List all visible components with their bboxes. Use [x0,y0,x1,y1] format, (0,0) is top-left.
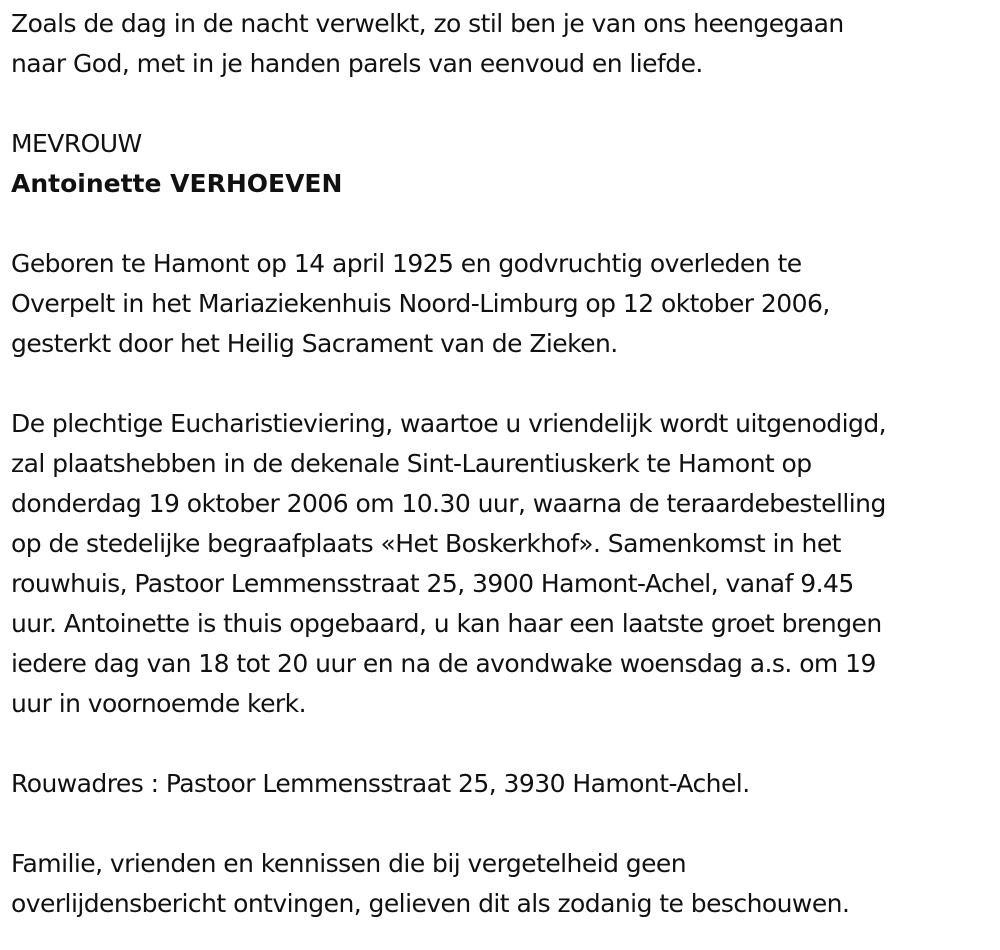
salutation: MEVROUW [11,129,142,158]
spacer [11,804,996,844]
ceremony-paragraph [11,404,996,724]
mourning-address: Rouwadres : Pastoor Lemmensstraat 25, 3930 Hamont-Achel. [11,769,750,798]
birth-death-paragraph [11,244,996,364]
notice-line: Familie, vrienden en kennissen die bij vergetelheid geen [11,849,687,878]
ceremony-line: zal plaatshebben in de dekenale Sint-Laurentiuskerk te Hamont op [11,449,812,478]
spacer [11,724,996,764]
birth-death-line: Overpelt in het Mariaziekenhuis Noord-Limburg op 12 oktober 2006, [11,289,830,318]
notice-paragraph [11,844,996,924]
poem-line: naar God, met in je handen parels van eenvoud en liefde. [11,49,703,78]
notice-line: overlijdensbericht ontvingen, gelieven dit als zodanig te beschouwen. [11,889,850,918]
ceremony-line: iedere dag van 18 tot 20 uur en na de avondwake woensdag a.s. om 19 [11,649,876,678]
ceremony-line: donderdag 19 oktober 2006 om 10.30 uur, waarna de teraardebestelling [11,489,886,518]
birth-death-line: Geboren te Hamont op 14 april 1925 en godvruchtig overleden te [11,249,802,278]
ceremony-line: uur. Antoinette is thuis opgebaard, u kan haar een laatste groet brengen [11,609,882,638]
ceremony-line: De plechtige Eucharistieviering, waartoe u vriendelijk wordt uitgenodigd, [11,409,887,438]
ceremony-line: uur in voornoemde kerk. [11,689,306,718]
spacer [11,84,996,124]
spacer [11,204,996,244]
address-paragraph [11,764,996,804]
poem-line: Zoals de dag in de nacht verwelkt, zo stil ben je van ons heengegaan [11,9,844,38]
spacer [11,364,996,404]
obituary-text [11,4,996,924]
ceremony-line: op de stedelijke begraafplaats «Het Boskerkhof». Samenkomst in het [11,529,841,558]
ceremony-line: rouwhuis, Pastoor Lemmensstraat 25, 3900 Hamont-Achel, vanaf 9.45 [11,569,854,598]
birth-death-line: gesterkt door het Heilig Sacrament van de Zieken. [11,329,618,358]
deceased-name: Antoinette VERHOEVEN [11,169,343,198]
poem-paragraph [11,4,996,84]
